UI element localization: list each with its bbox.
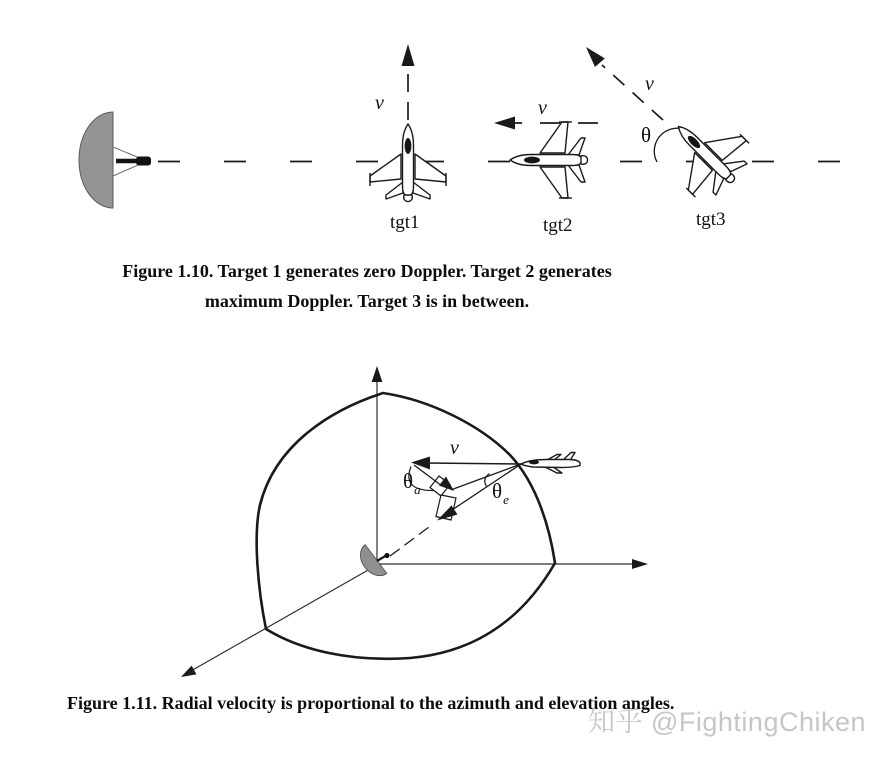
theta-elevation-base: θ — [492, 479, 503, 503]
velocity-label-fig2: v — [450, 437, 459, 459]
tgt2-label: tgt2 — [543, 215, 573, 236]
horizontal-axis — [377, 559, 648, 569]
tgt1-label: tgt1 — [390, 212, 420, 233]
aircraft-target-icon — [521, 453, 580, 474]
velocity-arrow — [411, 457, 521, 470]
figure-1-10-diagram — [0, 0, 883, 252]
line-of-sight-dashed — [390, 524, 433, 556]
caption-figure-1-11: Figure 1.11. Radial velocity is proportional to the azimuth and elevation angles. — [67, 693, 675, 713]
theta-label: θ — [641, 123, 652, 147]
radar-dish-icon — [79, 112, 151, 208]
caption-figure-1-10 — [20, 256, 714, 316]
radar-origin-dish-icon — [354, 545, 390, 582]
tgt1-velocity-label: v — [375, 92, 384, 114]
tgt1-velocity-arrow — [402, 44, 415, 120]
caption-1-10-line-2: maximum Doppler. Target 3 is in between. — [204, 291, 530, 311]
caption-1-10-line-1: Figure 1.10. Target 1 generates zero Doppler. Target 2 generates — [122, 261, 612, 281]
watermark-text: 知乎 @FightingChiken — [588, 707, 867, 737]
tgt2-velocity-label: v — [538, 97, 547, 119]
aircraft-tgt1-icon — [370, 124, 446, 202]
theta-azimuth-subscript: a — [414, 482, 421, 497]
aircraft-tgt3-icon — [652, 100, 761, 209]
aircraft-tgt2-icon — [510, 122, 588, 198]
theta-elevation-label — [492, 479, 509, 507]
diagonal-axis — [181, 565, 377, 677]
theta-elevation-subscript: e — [503, 492, 509, 507]
theta-azimuth-base: θ — [403, 469, 414, 493]
sphere-outline — [257, 393, 555, 659]
theta-azimuth-label — [403, 469, 421, 497]
tgt3-velocity-label: v — [645, 73, 654, 95]
tgt3-label: tgt3 — [696, 209, 726, 230]
figure-1-11-diagram — [0, 335, 883, 690]
